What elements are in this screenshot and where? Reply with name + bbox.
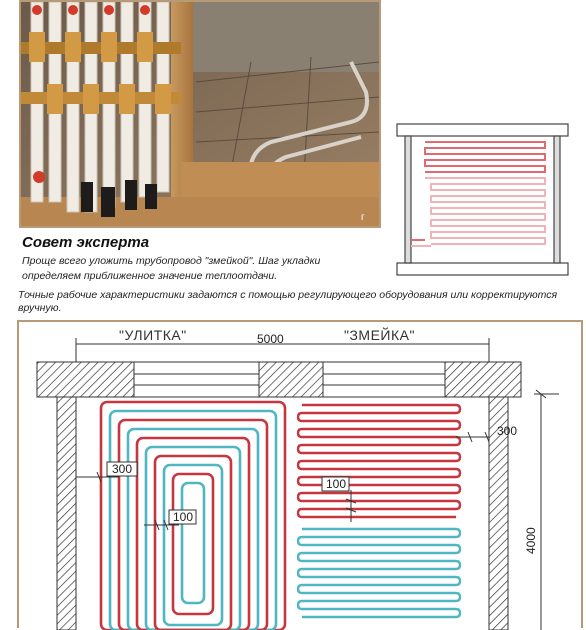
dim-300-right: 300 (497, 424, 518, 438)
expert-advice-title: Совет эксперта (22, 234, 150, 251)
label-snake: "ЗМЕЙКА" (344, 327, 415, 343)
dim-300-left: 300 (112, 462, 133, 476)
dim-100-snake: 100 (326, 477, 347, 491)
photo-corner-mark: г (361, 212, 365, 223)
floor-heating-plan (17, 320, 583, 628)
label-snail: "УЛИТКА" (119, 327, 187, 343)
dim-width: 5000 (257, 332, 284, 346)
dim-height: 4000 (524, 527, 538, 554)
expert-advice-text: Проще всего уложить трубопровод "змейкой". Шаг укладки определяем приближенное значение теплоотдачи. (22, 255, 321, 282)
small-snake-diagram (395, 122, 570, 277)
dim-100-snail: 100 (173, 510, 194, 524)
accuracy-note: Точные рабочие характеристики задаются с помощью регулирующего оборудования или корректируются вручную. (18, 289, 558, 314)
manifold-photo (19, 0, 381, 228)
